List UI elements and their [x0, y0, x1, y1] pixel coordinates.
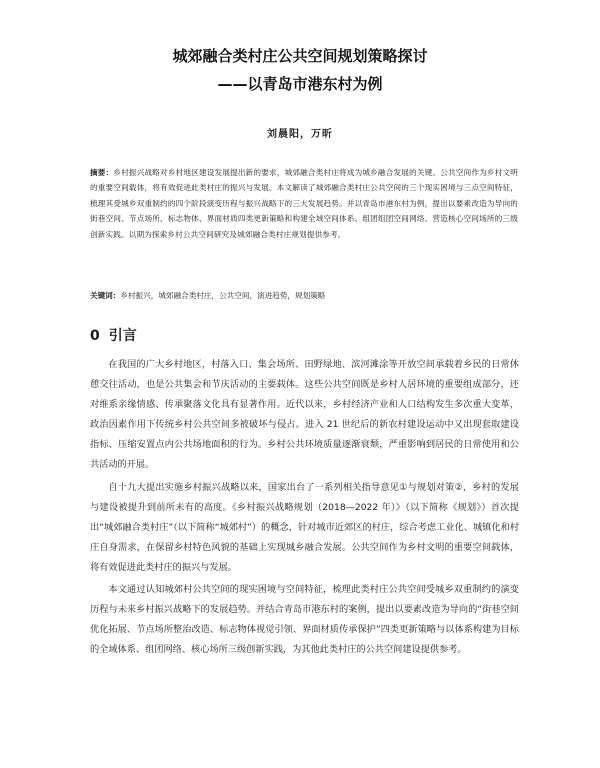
paper-title: 城郊融合类村庄公共空间规划策略探讨 [172, 47, 428, 65]
paragraph: 在我国的广大乡村地区，村落入口、集会场所、田野绿地、滨河滩涂等开放空间承载着乡民的日常休憩交往活动，也是公共集会和节庆活动的主要载体。这些公共空间既是乡村人居环境的重要组成部分，还对维系亲缘情感、传承聚落文化具有显著作用。近代以来，乡村经济产业和人口结构发生多次重大变革，政治因素作用下传统乡村公共空间多被破坏与侵占。进入 21 世纪后的新农村建设运动中又出现套取建设指标、压缩安置点内公共场地面积的行为。乡村公共环境质量逐渐衰颓，严重影响到居民的日常使用和公共活动的开展。 [90, 359, 519, 471]
section-heading [90, 325, 137, 345]
keywords-label: 关键词： [90, 291, 121, 300]
paper-subtitle: ——以青岛市港东村为例 [217, 75, 383, 93]
section-title: 引言 [108, 328, 137, 344]
keywords [90, 288, 518, 303]
abstract-label: 摘要： [90, 168, 114, 177]
paragraph: 自十九大提出实施乡村振兴战略以来，国家出台了一系列相关指导意见①与规划对策②，乡村的发展与建设被提升到前所未有的高度。《乡村振兴战略规划（2018—2022 年）》（以下简称《规划》）首次提出“城郊融合类村庄”（以下简称“城郊村”）的概念，针对城市近郊区的村庄，综合考虑工业化、城镇化和村庄自身需求，在保留乡村特色风貌的基础上实现城乡融合发展。公共空间作为乡村文明的重要空间载体，将有效促进此类村庄的振兴与发展。 [90, 481, 519, 573]
section-number: 0 [90, 328, 100, 344]
keywords-text: 乡村振兴，城郊融合类村庄，公共空间，演进趋势，规划策略 [120, 291, 326, 300]
paragraph: 本文通过认知城郊村公共空间的现实困境与空间特征，梳理此类村庄公共空间受城乡双重制约的演变历程与未来乡村振兴战略下的发展趋势。并结合青岛市港东村的案例，提出以要素改造为导向的“街巷空间优化拓展、节点场所整治改造、标志物体视觉引领、界面材质传承保护”四类更新策略与以体系构建为目标的全域体系、组团网络、核心场所三级创新实践，为其他此类村庄的公共空间建设提供参考。 [90, 584, 519, 656]
abstract-text: 乡村振兴战略对乡村地区建设发展提出新的要求，城郊融合类村庄将成为城乡融合发展的关键。公共空间作为乡村文明的重要空间载体，将有效促进此类村庄的振兴与发展。本文解读了城郊融合类村庄公共空间的三个现实困境与三点空间特征，梳理其受城乡双重制约的四个阶段演变历程与振兴战略下的三大发展趋势。并以青岛市港东村为例，提出以要素改造为导向的街巷空间、节点场所、标志物体、界面材质四类更新策略和构建全域空间体系、组团组团空间网络、营造核心空间场所的三级创新实践。以期为探索乡村公共空间研究及城郊融合类村庄规划提供参考。 [90, 168, 519, 239]
paper-authors: 刘晨阳，万昕 [267, 129, 333, 140]
abstract [90, 165, 518, 242]
intro-body [90, 355, 519, 662]
